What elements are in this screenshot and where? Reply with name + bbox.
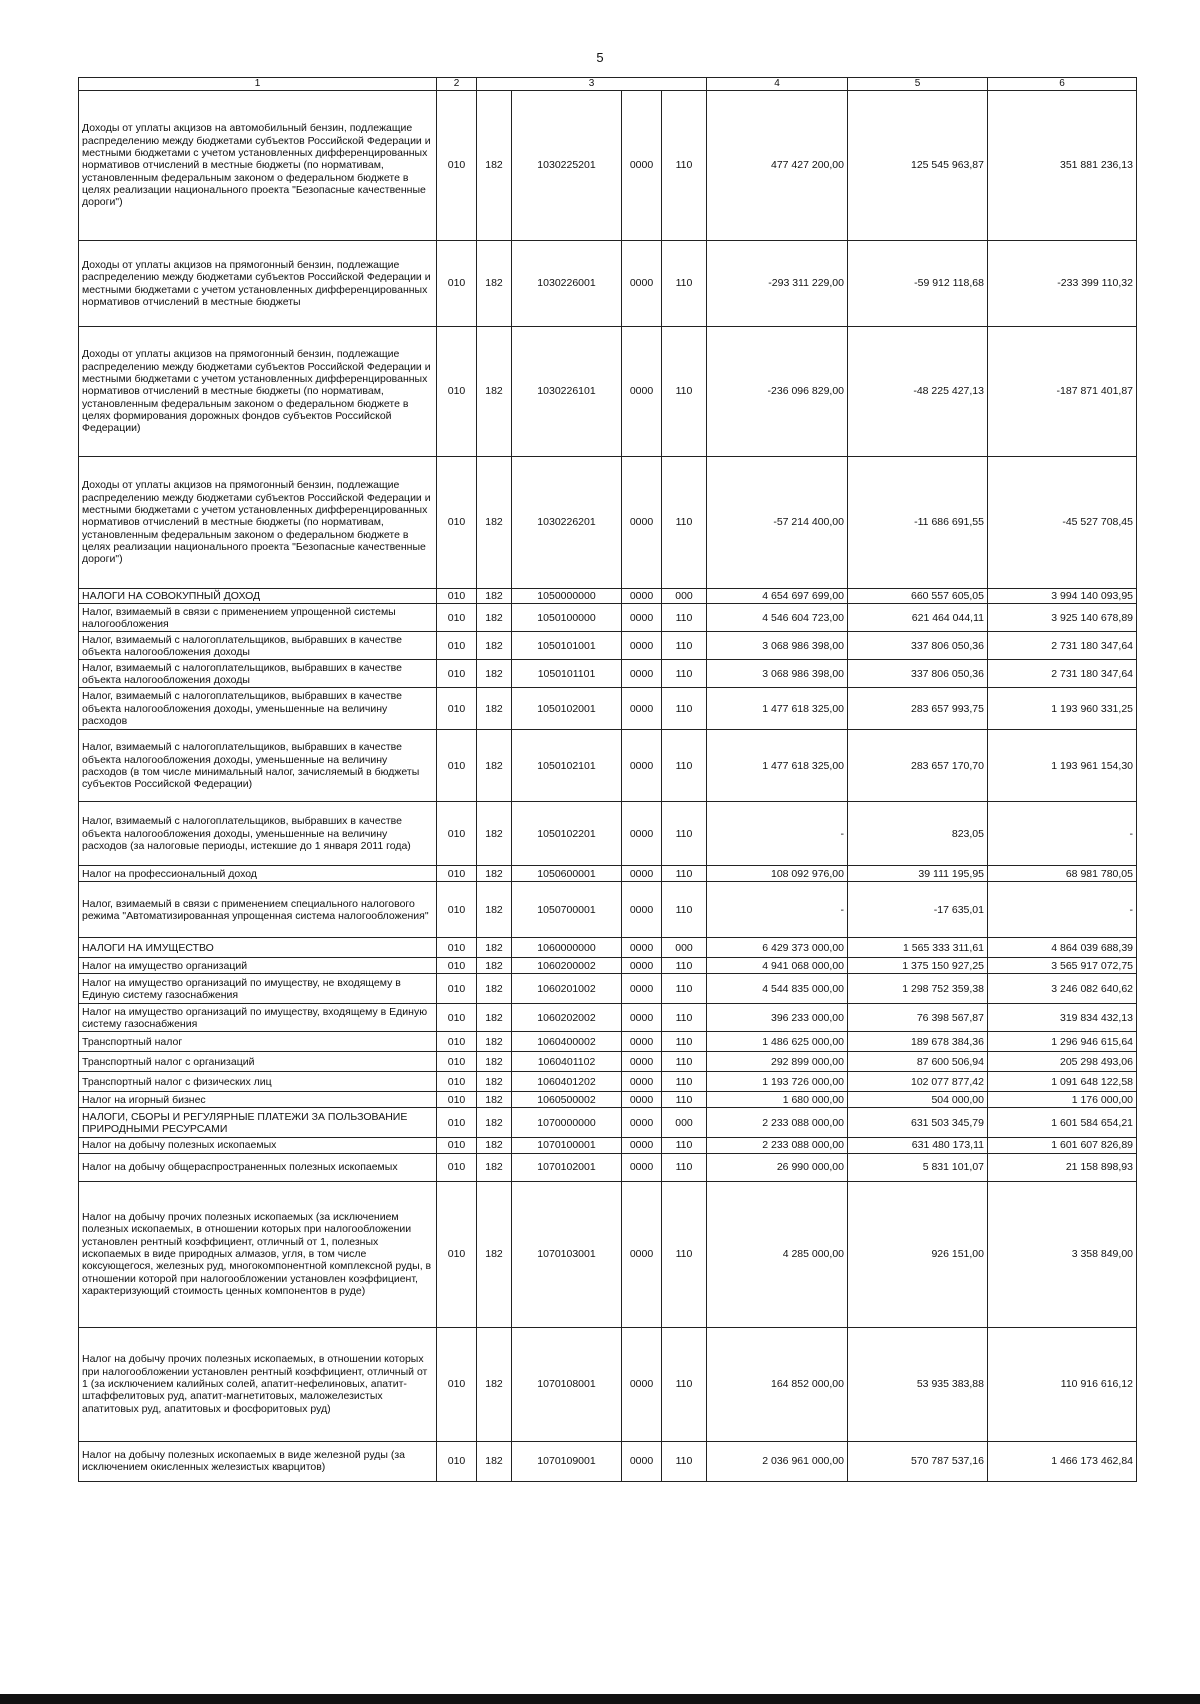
code-main: 1070109001	[512, 1441, 622, 1481]
value-col-4: 1 680 000,00	[707, 1092, 848, 1108]
code-0000: 0000	[622, 1052, 662, 1072]
code-type: 110	[662, 958, 707, 974]
code-col-2: 010	[437, 802, 477, 866]
value-col-5: 39 111 195,95	[848, 866, 988, 882]
column-header-3: 3	[477, 78, 707, 91]
value-col-4: 4 546 604 723,00	[707, 604, 848, 632]
code-col-2: 010	[437, 327, 477, 457]
value-col-6: 1 176 000,00	[988, 1092, 1137, 1108]
row-name: Налог, взимаемый с налогоплательщиков, выбравших в качестве объекта налогообложения доходы, уменьшенные на величину расходов (в том числе минимальный налог, зачисляемый в бюджеты субъектов Российской Федерации)	[79, 730, 437, 802]
code-col-2: 010	[437, 1153, 477, 1181]
code-0000: 0000	[622, 1181, 662, 1327]
code-type: 110	[662, 457, 707, 589]
code-182: 182	[477, 1072, 512, 1092]
row-name: Налог на имущество организаций по имуществу, не входящему в Единую систему газоснабжения	[79, 974, 437, 1004]
code-col-2: 010	[437, 1327, 477, 1441]
code-type: 110	[662, 632, 707, 660]
value-col-6: 1 193 961 154,30	[988, 730, 1137, 802]
row-name: Налог, взимаемый с налогоплательщиков, выбравших в качестве объекта налогообложения доходы, уменьшенные на величину расходов	[79, 688, 437, 730]
value-col-6: -	[988, 802, 1137, 866]
code-182: 182	[477, 1052, 512, 1072]
table-row	[79, 1092, 1137, 1108]
code-0000: 0000	[622, 1327, 662, 1441]
code-182: 182	[477, 1092, 512, 1108]
code-type: 110	[662, 730, 707, 802]
value-col-6: 205 298 493,06	[988, 1052, 1137, 1072]
code-col-2: 010	[437, 688, 477, 730]
value-col-5: 189 678 384,36	[848, 1032, 988, 1052]
code-main: 1050102101	[512, 730, 622, 802]
value-col-5: -11 686 691,55	[848, 457, 988, 589]
code-0000: 0000	[622, 457, 662, 589]
row-name: Налог, взимаемый с налогоплательщиков, выбравших в качестве объекта налогообложения доходы, уменьшенные на величину расходов (за налоговые периоды, истекшие до 1 января 2011 года)	[79, 802, 437, 866]
column-header-1: 1	[79, 78, 437, 91]
value-col-4: 164 852 000,00	[707, 1327, 848, 1441]
value-col-6: -45 527 708,45	[988, 457, 1137, 589]
row-name: Налог на добычу прочих полезных ископаемых (за исключением полезных ископаемых, в отношении которых при налогообложении установлен рентный коэффициент, отличный от 1, полезных ископаемых в виде природных алмазов, угля, в том числе коксующегося, железных руд, многокомпонентной комплексной руды, в отношении которой при налогообложении установлен коэффициент, характеризующий стоимость ценных компонентов в руде)	[79, 1181, 437, 1327]
code-main: 1060202002	[512, 1004, 622, 1032]
value-col-5: 1 565 333 311,61	[848, 938, 988, 958]
row-name: Налог, взимаемый с налогоплательщиков, выбравших в качестве объекта налогообложения доходы	[79, 660, 437, 688]
table-row	[79, 1181, 1137, 1327]
code-col-2: 010	[437, 1441, 477, 1481]
value-col-5: 926 151,00	[848, 1181, 988, 1327]
table-row	[79, 1153, 1137, 1181]
code-182: 182	[477, 327, 512, 457]
code-0000: 0000	[622, 589, 662, 604]
code-col-2: 010	[437, 938, 477, 958]
code-type: 110	[662, 882, 707, 938]
value-col-4: 1 477 618 325,00	[707, 730, 848, 802]
code-type: 110	[662, 1092, 707, 1108]
code-main: 1050000000	[512, 589, 622, 604]
code-col-2: 010	[437, 958, 477, 974]
table-row	[79, 1327, 1137, 1441]
code-type: 110	[662, 1181, 707, 1327]
value-col-6: -187 871 401,87	[988, 327, 1137, 457]
value-col-4: -236 096 829,00	[707, 327, 848, 457]
value-col-5: 283 657 993,75	[848, 688, 988, 730]
code-0000: 0000	[622, 1138, 662, 1153]
code-type: 000	[662, 938, 707, 958]
code-0000: 0000	[622, 866, 662, 882]
row-name: Доходы от уплаты акцизов на автомобильный бензин, подлежащие распределению между бюджетами субъектов Российской Федерации и местными бюджетами с учетом установленных дифференцированных нормативов отчислений в местные бюджеты (по нормативам, установленным федеральным законом о федеральном бюджете в целях реализации национального проекта "Безопасные качественные дороги")	[79, 91, 437, 241]
table-body	[79, 91, 1137, 1482]
value-col-5: 621 464 044,11	[848, 604, 988, 632]
code-182: 182	[477, 1138, 512, 1153]
code-182: 182	[477, 958, 512, 974]
code-main: 1060201002	[512, 974, 622, 1004]
value-col-4: 396 233 000,00	[707, 1004, 848, 1032]
code-col-2: 010	[437, 730, 477, 802]
code-0000: 0000	[622, 882, 662, 938]
code-0000: 0000	[622, 660, 662, 688]
code-182: 182	[477, 1108, 512, 1138]
table-row	[79, 604, 1137, 632]
code-type: 110	[662, 1441, 707, 1481]
value-col-6: 2 731 180 347,64	[988, 632, 1137, 660]
value-col-4: 6 429 373 000,00	[707, 938, 848, 958]
value-col-5: 87 600 506,94	[848, 1052, 988, 1072]
code-main: 1060000000	[512, 938, 622, 958]
code-col-2: 010	[437, 1072, 477, 1092]
row-name: Доходы от уплаты акцизов на прямогонный бензин, подлежащие распределению между бюджетами субъектов Российской Федерации и местными бюджетами с учетом установленных дифференцированных нормативов отчислений в местные бюджеты	[79, 241, 437, 327]
value-col-6: 1 091 648 122,58	[988, 1072, 1137, 1092]
value-col-4: 4 544 835 000,00	[707, 974, 848, 1004]
row-name: Транспортный налог с организаций	[79, 1052, 437, 1072]
code-main: 1060400002	[512, 1032, 622, 1052]
table-row	[79, 958, 1137, 974]
value-col-4: -293 311 229,00	[707, 241, 848, 327]
value-col-4: 1 193 726 000,00	[707, 1072, 848, 1092]
code-0000: 0000	[622, 1004, 662, 1032]
value-col-5: 660 557 605,05	[848, 589, 988, 604]
value-col-4: 477 427 200,00	[707, 91, 848, 241]
code-type: 110	[662, 327, 707, 457]
value-col-5: 5 831 101,07	[848, 1153, 988, 1181]
code-type: 110	[662, 1004, 707, 1032]
code-0000: 0000	[622, 974, 662, 1004]
value-col-4: 2 233 088 000,00	[707, 1108, 848, 1138]
value-col-6: -	[988, 882, 1137, 938]
value-col-6: 110 916 616,12	[988, 1327, 1137, 1441]
value-col-4: -57 214 400,00	[707, 457, 848, 589]
value-col-4: -	[707, 802, 848, 866]
value-col-6: 3 246 082 640,62	[988, 974, 1137, 1004]
code-182: 182	[477, 688, 512, 730]
code-type: 110	[662, 660, 707, 688]
row-name: Налог, взимаемый в связи с применением упрощенной системы налогообложения	[79, 604, 437, 632]
table-row	[79, 1004, 1137, 1032]
code-0000: 0000	[622, 1153, 662, 1181]
value-col-5: 283 657 170,70	[848, 730, 988, 802]
code-182: 182	[477, 1327, 512, 1441]
table-row	[79, 1138, 1137, 1153]
value-col-4: 2 036 961 000,00	[707, 1441, 848, 1481]
value-col-5: 631 480 173,11	[848, 1138, 988, 1153]
code-0000: 0000	[622, 938, 662, 958]
code-main: 1060401102	[512, 1052, 622, 1072]
scan-bottom-edge	[0, 1694, 1200, 1704]
code-col-2: 010	[437, 589, 477, 604]
value-col-5: 125 545 963,87	[848, 91, 988, 241]
row-name: НАЛОГИ НА ИМУЩЕСТВО	[79, 938, 437, 958]
value-col-6: 68 981 780,05	[988, 866, 1137, 882]
revenue-table	[78, 77, 1137, 1482]
code-182: 182	[477, 882, 512, 938]
value-col-5: 337 806 050,36	[848, 660, 988, 688]
code-col-2: 010	[437, 1138, 477, 1153]
table-row	[79, 1441, 1137, 1481]
code-182: 182	[477, 589, 512, 604]
code-182: 182	[477, 974, 512, 1004]
value-col-4: 108 092 976,00	[707, 866, 848, 882]
column-header-6: 6	[988, 78, 1137, 91]
code-182: 182	[477, 802, 512, 866]
code-0000: 0000	[622, 958, 662, 974]
value-col-5: -48 225 427,13	[848, 327, 988, 457]
value-col-5: -59 912 118,68	[848, 241, 988, 327]
code-type: 110	[662, 1072, 707, 1092]
table-row	[79, 589, 1137, 604]
code-type: 110	[662, 91, 707, 241]
code-main: 1070000000	[512, 1108, 622, 1138]
code-0000: 0000	[622, 1072, 662, 1092]
code-main: 1060401202	[512, 1072, 622, 1092]
code-0000: 0000	[622, 688, 662, 730]
value-col-5: 631 503 345,79	[848, 1108, 988, 1138]
value-col-6: 1 601 607 826,89	[988, 1138, 1137, 1153]
value-col-6: 3 565 917 072,75	[988, 958, 1137, 974]
row-name: Транспортный налог с физических лиц	[79, 1072, 437, 1092]
table-row	[79, 1052, 1137, 1072]
table-row	[79, 938, 1137, 958]
table-row	[79, 632, 1137, 660]
code-0000: 0000	[622, 1032, 662, 1052]
code-182: 182	[477, 1181, 512, 1327]
value-col-5: 1 298 752 359,38	[848, 974, 988, 1004]
code-main: 1030226001	[512, 241, 622, 327]
value-col-4: 4 941 068 000,00	[707, 958, 848, 974]
value-col-5: 1 375 150 927,25	[848, 958, 988, 974]
code-type: 110	[662, 1153, 707, 1181]
code-main: 1030225201	[512, 91, 622, 241]
code-type: 110	[662, 974, 707, 1004]
column-header-5: 5	[848, 78, 988, 91]
code-col-2: 010	[437, 1004, 477, 1032]
value-col-6: 319 834 432,13	[988, 1004, 1137, 1032]
code-0000: 0000	[622, 730, 662, 802]
table-row	[79, 866, 1137, 882]
row-name: Налог на добычу прочих полезных ископаемых, в отношении которых при налогообложении установлен рентный коэффициент, отличный от 1 (за исключением калийных солей, апатит-нефелиновых, апатит-штаффелитовых руд, апатит-магнетитовых, маложелезистых апатитовых руд, апатитовых и фосфоритовых руд)	[79, 1327, 437, 1441]
code-col-2: 010	[437, 1181, 477, 1327]
code-182: 182	[477, 1441, 512, 1481]
code-type: 110	[662, 1052, 707, 1072]
code-0000: 0000	[622, 327, 662, 457]
table-row	[79, 1072, 1137, 1092]
value-col-6: 3 925 140 678,89	[988, 604, 1137, 632]
code-182: 182	[477, 866, 512, 882]
value-col-4: 1 486 625 000,00	[707, 1032, 848, 1052]
value-col-5: -17 635,01	[848, 882, 988, 938]
code-182: 182	[477, 1153, 512, 1181]
row-name: Доходы от уплаты акцизов на прямогонный бензин, подлежащие распределению между бюджетами субъектов Российской Федерации и местными бюджетами с учетом установленных дифференцированных нормативов отчислений в местные бюджеты (по нормативам, установленным федеральным законом о федеральном бюджете в целях формирования дорожных фондов субъектов Российской Федерации)	[79, 327, 437, 457]
table-row	[79, 1108, 1137, 1138]
code-0000: 0000	[622, 1092, 662, 1108]
code-182: 182	[477, 938, 512, 958]
value-col-4: 3 068 986 398,00	[707, 660, 848, 688]
code-type: 110	[662, 1327, 707, 1441]
value-col-4: 4 285 000,00	[707, 1181, 848, 1327]
value-col-5: 823,05	[848, 802, 988, 866]
code-main: 1030226101	[512, 327, 622, 457]
code-col-2: 010	[437, 660, 477, 688]
code-main: 1060500002	[512, 1092, 622, 1108]
row-name: Налог на добычу полезных ископаемых в виде железной руды (за исключением окисленных железистых кварцитов)	[79, 1441, 437, 1481]
code-main: 1050101001	[512, 632, 622, 660]
table-row	[79, 457, 1137, 589]
code-main: 1050700001	[512, 882, 622, 938]
code-main: 1030226201	[512, 457, 622, 589]
code-col-2: 010	[437, 974, 477, 1004]
code-182: 182	[477, 632, 512, 660]
code-col-2: 010	[437, 1052, 477, 1072]
code-col-2: 010	[437, 882, 477, 938]
code-0000: 0000	[622, 241, 662, 327]
table-row	[79, 882, 1137, 938]
code-182: 182	[477, 660, 512, 688]
value-col-5: 76 398 567,87	[848, 1004, 988, 1032]
row-name: Транспортный налог	[79, 1032, 437, 1052]
code-0000: 0000	[622, 802, 662, 866]
value-col-5: 504 000,00	[848, 1092, 988, 1108]
value-col-6: 1 296 946 615,64	[988, 1032, 1137, 1052]
code-type: 000	[662, 1108, 707, 1138]
code-col-2: 010	[437, 866, 477, 882]
row-name: Налог на имущество организаций	[79, 958, 437, 974]
value-col-5: 102 077 877,42	[848, 1072, 988, 1092]
code-182: 182	[477, 91, 512, 241]
table-row	[79, 327, 1137, 457]
row-name: Налог на игорный бизнес	[79, 1092, 437, 1108]
value-col-6: 4 864 039 688,39	[988, 938, 1137, 958]
row-name: Налог, взимаемый в связи с применением специального налогового режима "Автоматизированная упрощенная система налогообложения"	[79, 882, 437, 938]
code-0000: 0000	[622, 1108, 662, 1138]
code-182: 182	[477, 604, 512, 632]
code-182: 182	[477, 1032, 512, 1052]
row-name: Налог, взимаемый с налогоплательщиков, выбравших в качестве объекта налогообложения доходы	[79, 632, 437, 660]
code-type: 110	[662, 866, 707, 882]
code-col-2: 010	[437, 1032, 477, 1052]
row-name: НАЛОГИ НА СОВОКУПНЫЙ ДОХОД	[79, 589, 437, 604]
code-main: 1050600001	[512, 866, 622, 882]
code-182: 182	[477, 457, 512, 589]
code-type: 110	[662, 688, 707, 730]
table-row	[79, 730, 1137, 802]
table-row	[79, 91, 1137, 241]
code-col-2: 010	[437, 241, 477, 327]
code-main: 1050100000	[512, 604, 622, 632]
code-col-2: 010	[437, 457, 477, 589]
value-col-4: 4 654 697 699,00	[707, 589, 848, 604]
code-main: 1070108001	[512, 1327, 622, 1441]
code-main: 1070102001	[512, 1153, 622, 1181]
code-type: 110	[662, 1032, 707, 1052]
row-name: НАЛОГИ, СБОРЫ И РЕГУЛЯРНЫЕ ПЛАТЕЖИ ЗА ПОЛЬЗОВАНИЕ ПРИРОДНЫМИ РЕСУРСАМИ	[79, 1108, 437, 1138]
code-182: 182	[477, 1004, 512, 1032]
code-type: 000	[662, 589, 707, 604]
value-col-4: 1 477 618 325,00	[707, 688, 848, 730]
code-0000: 0000	[622, 1441, 662, 1481]
code-main: 1050101101	[512, 660, 622, 688]
row-name: Доходы от уплаты акцизов на прямогонный бензин, подлежащие распределению между бюджетами субъектов Российской Федерации и местными бюджетами с учетом установленных дифференцированных нормативов отчислений в местные бюджеты (по нормативам, установленным федеральным законом о федеральном бюджете в целях реализации национального проекта "Безопасные качественные дороги")	[79, 457, 437, 589]
value-col-6: 3 994 140 093,95	[988, 589, 1137, 604]
value-col-6: 351 881 236,13	[988, 91, 1137, 241]
value-col-4: -	[707, 882, 848, 938]
value-col-5: 337 806 050,36	[848, 632, 988, 660]
row-name: Налог на добычу общераспространенных полезных ископаемых	[79, 1153, 437, 1181]
table-row	[79, 802, 1137, 866]
value-col-6: 1 466 173 462,84	[988, 1441, 1137, 1481]
row-name: Налог на профессиональный доход	[79, 866, 437, 882]
column-number-header	[79, 78, 1137, 91]
value-col-4: 2 233 088 000,00	[707, 1138, 848, 1153]
value-col-6: 3 358 849,00	[988, 1181, 1137, 1327]
code-0000: 0000	[622, 632, 662, 660]
value-col-6: -233 399 110,32	[988, 241, 1137, 327]
code-main: 1070103001	[512, 1181, 622, 1327]
value-col-4: 26 990 000,00	[707, 1153, 848, 1181]
value-col-6: 1 601 584 654,21	[988, 1108, 1137, 1138]
code-0000: 0000	[622, 91, 662, 241]
table-row	[79, 1032, 1137, 1052]
code-col-2: 010	[437, 1108, 477, 1138]
value-col-5: 570 787 537,16	[848, 1441, 988, 1481]
code-0000: 0000	[622, 604, 662, 632]
code-main: 1050102001	[512, 688, 622, 730]
value-col-4: 292 899 000,00	[707, 1052, 848, 1072]
value-col-6: 21 158 898,93	[988, 1153, 1137, 1181]
code-182: 182	[477, 241, 512, 327]
table-row	[79, 660, 1137, 688]
code-182: 182	[477, 730, 512, 802]
value-col-6: 1 193 960 331,25	[988, 688, 1137, 730]
value-col-4: 3 068 986 398,00	[707, 632, 848, 660]
row-name: Налог на добычу полезных ископаемых	[79, 1138, 437, 1153]
code-type: 110	[662, 802, 707, 866]
value-col-5: 53 935 383,88	[848, 1327, 988, 1441]
code-col-2: 010	[437, 1092, 477, 1108]
table-row	[79, 688, 1137, 730]
code-type: 110	[662, 241, 707, 327]
column-header-4: 4	[707, 78, 848, 91]
code-col-2: 010	[437, 604, 477, 632]
row-name: Налог на имущество организаций по имуществу, входящему в Единую систему газоснабжения	[79, 1004, 437, 1032]
page-number: 5	[596, 50, 604, 65]
code-main: 1070100001	[512, 1138, 622, 1153]
code-main: 1050102201	[512, 802, 622, 866]
value-col-6: 2 731 180 347,64	[988, 660, 1137, 688]
code-type: 110	[662, 604, 707, 632]
table-row	[79, 241, 1137, 327]
code-main: 1060200002	[512, 958, 622, 974]
code-col-2: 010	[437, 632, 477, 660]
table-row	[79, 974, 1137, 1004]
column-header-2: 2	[437, 78, 477, 91]
code-col-2: 010	[437, 91, 477, 241]
code-type: 110	[662, 1138, 707, 1153]
